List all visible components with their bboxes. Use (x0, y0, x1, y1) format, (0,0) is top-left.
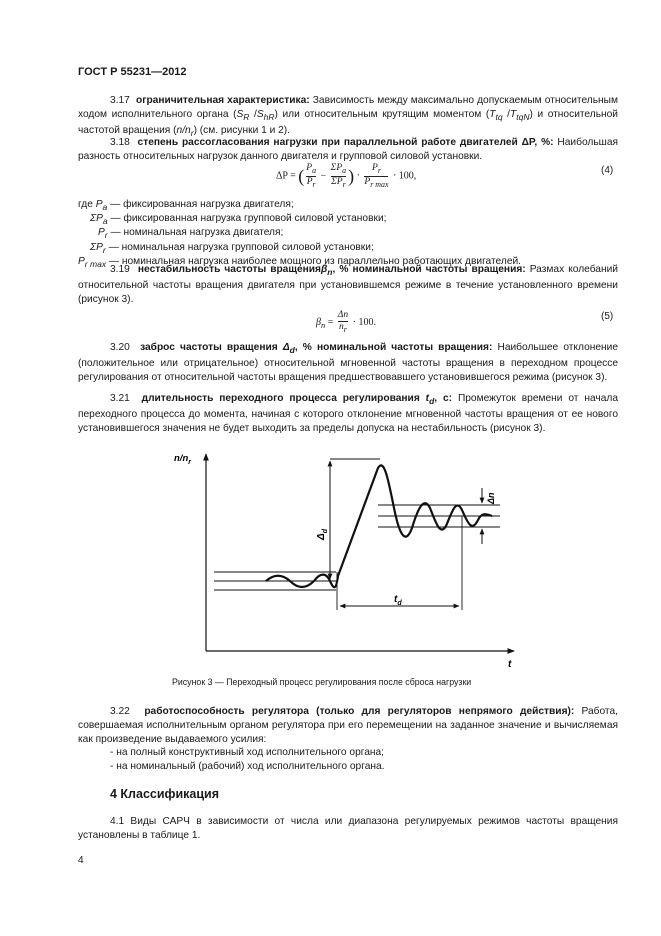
td-label: $t_d$ (394, 594, 402, 607)
delta-n-label: Δn (486, 492, 496, 504)
section-heading: 4 Классификация (110, 787, 220, 801)
clause-3-19: 3.19 нестабильность частоты вращенияβ$_n$, % номинальной частоты вращения: Размах колебаний относительной частоты вращения двигателя при установившемся режиме в течение установленного времени (рисунок 3). (78, 264, 618, 306)
formula-5-label: (5) (601, 311, 614, 322)
formula-5: $\beta_n$ = $\frac{\Delta n}{n_r}$ · 100. (316, 310, 376, 334)
definition-row: $\Sigma P_r$ — номинальная нагрузка групповой силовой установки; (90, 241, 374, 255)
definition-row: $P_r$ — номинальная нагрузка двигателя; (98, 227, 284, 241)
transient-process-figure (170, 448, 520, 670)
symbol-definitions (78, 199, 521, 270)
definition-row: где $P_a$ — фиксированная нагрузка двигателя; (78, 199, 294, 213)
definition-row: $\Sigma P_a$ — фиксированная нагрузка групповой силовой установки; (90, 213, 387, 227)
clause-3-18: 3.18 степень рассогласования нагрузки при параллельной работе двигателей ΔP, %: Наибольшая разность относительных нагрузок данного двигателя и групповой силовой установки. (78, 137, 618, 163)
page-number: 4 (78, 855, 84, 866)
figure-caption: Рисунок 3 — Переходный процесс регулирования после сброса нагрузки (172, 677, 472, 687)
formula-4: ΔP = ( $\frac{P_a}{P_r}$ − $\frac{\Sigma P_a}{\Sigma P_r}$ ) · $\frac{P_r}{P_{r max}}$ · 100, (276, 163, 417, 189)
clause-3-22: 3.22 работоспособность регулятора (только для регуляторов непрямого действия): Работа, совершаемая исполнительным органом регулятора при его перемещении на заданное значение и вычисляемая как произведение выдаваемого усилия: (78, 706, 618, 746)
definition-row: $P_{r max}$ — номинальная нагрузка наиболее мощного из параллельно работающих двигателей. (78, 255, 522, 269)
formula-4-label: (4) (601, 165, 614, 176)
clause-3-17: 3.17 ограничительная характеристика: Зависимость между максимально допускаемым относительным ходом исполнительного органа ($S_R$ $/S_{hR}$) или относительным крутящим моментом ($T_{tq}$ $/T_{tqN}$) и относительной частотой вращения $(n/n_r)$ (см. рисунки 1 и 2). (78, 95, 618, 139)
delta-d-label: $\Delta_d$ (316, 529, 329, 540)
clause-3-20: 3.20 заброс частоты вращения $\Delta_d$, % номинальной частоты вращения: Наибольшее отклонение (положительное или отрицательное) относительной мгновенной частоты вращения в переходном процессе регулирования от относительной частоты вращения предшествовавшего установившегося режима (рисунок 3). (78, 342, 619, 384)
list-item: - на номинальный (рабочий) ход исполнительного органа. (110, 761, 385, 772)
y-axis-label: $n/n_r$ (174, 453, 191, 466)
term-3-18: степень рассогласования нагрузки при параллельной работе двигателей ΔP, %: (137, 137, 554, 148)
document-header: ГОСТ Р 55231—2012 (78, 66, 187, 78)
clause-4-1: 4.1 Виды САРЧ в зависимости от числа или диапазона регулируемых режимов частоты вращения установлены в таблице 1. (78, 816, 618, 842)
term-3-17: ограничительная характеристика: (135, 95, 310, 106)
response-curve (266, 465, 492, 587)
x-axis-label: t (508, 659, 512, 670)
list-item: - на полный конструктивный ход исполнительного органа; (110, 747, 385, 758)
clause-3-21: 3.21 длительность переходного процесса регулирования $t_d$, с: Промежуток времени от начала переходного процесса до момента, начиная с которого отклонение мгновенной частоты вращения от ее нового установившегося значения не будет выходить за пределы допуска на нестабильность (рисунок 3). (78, 393, 618, 435)
